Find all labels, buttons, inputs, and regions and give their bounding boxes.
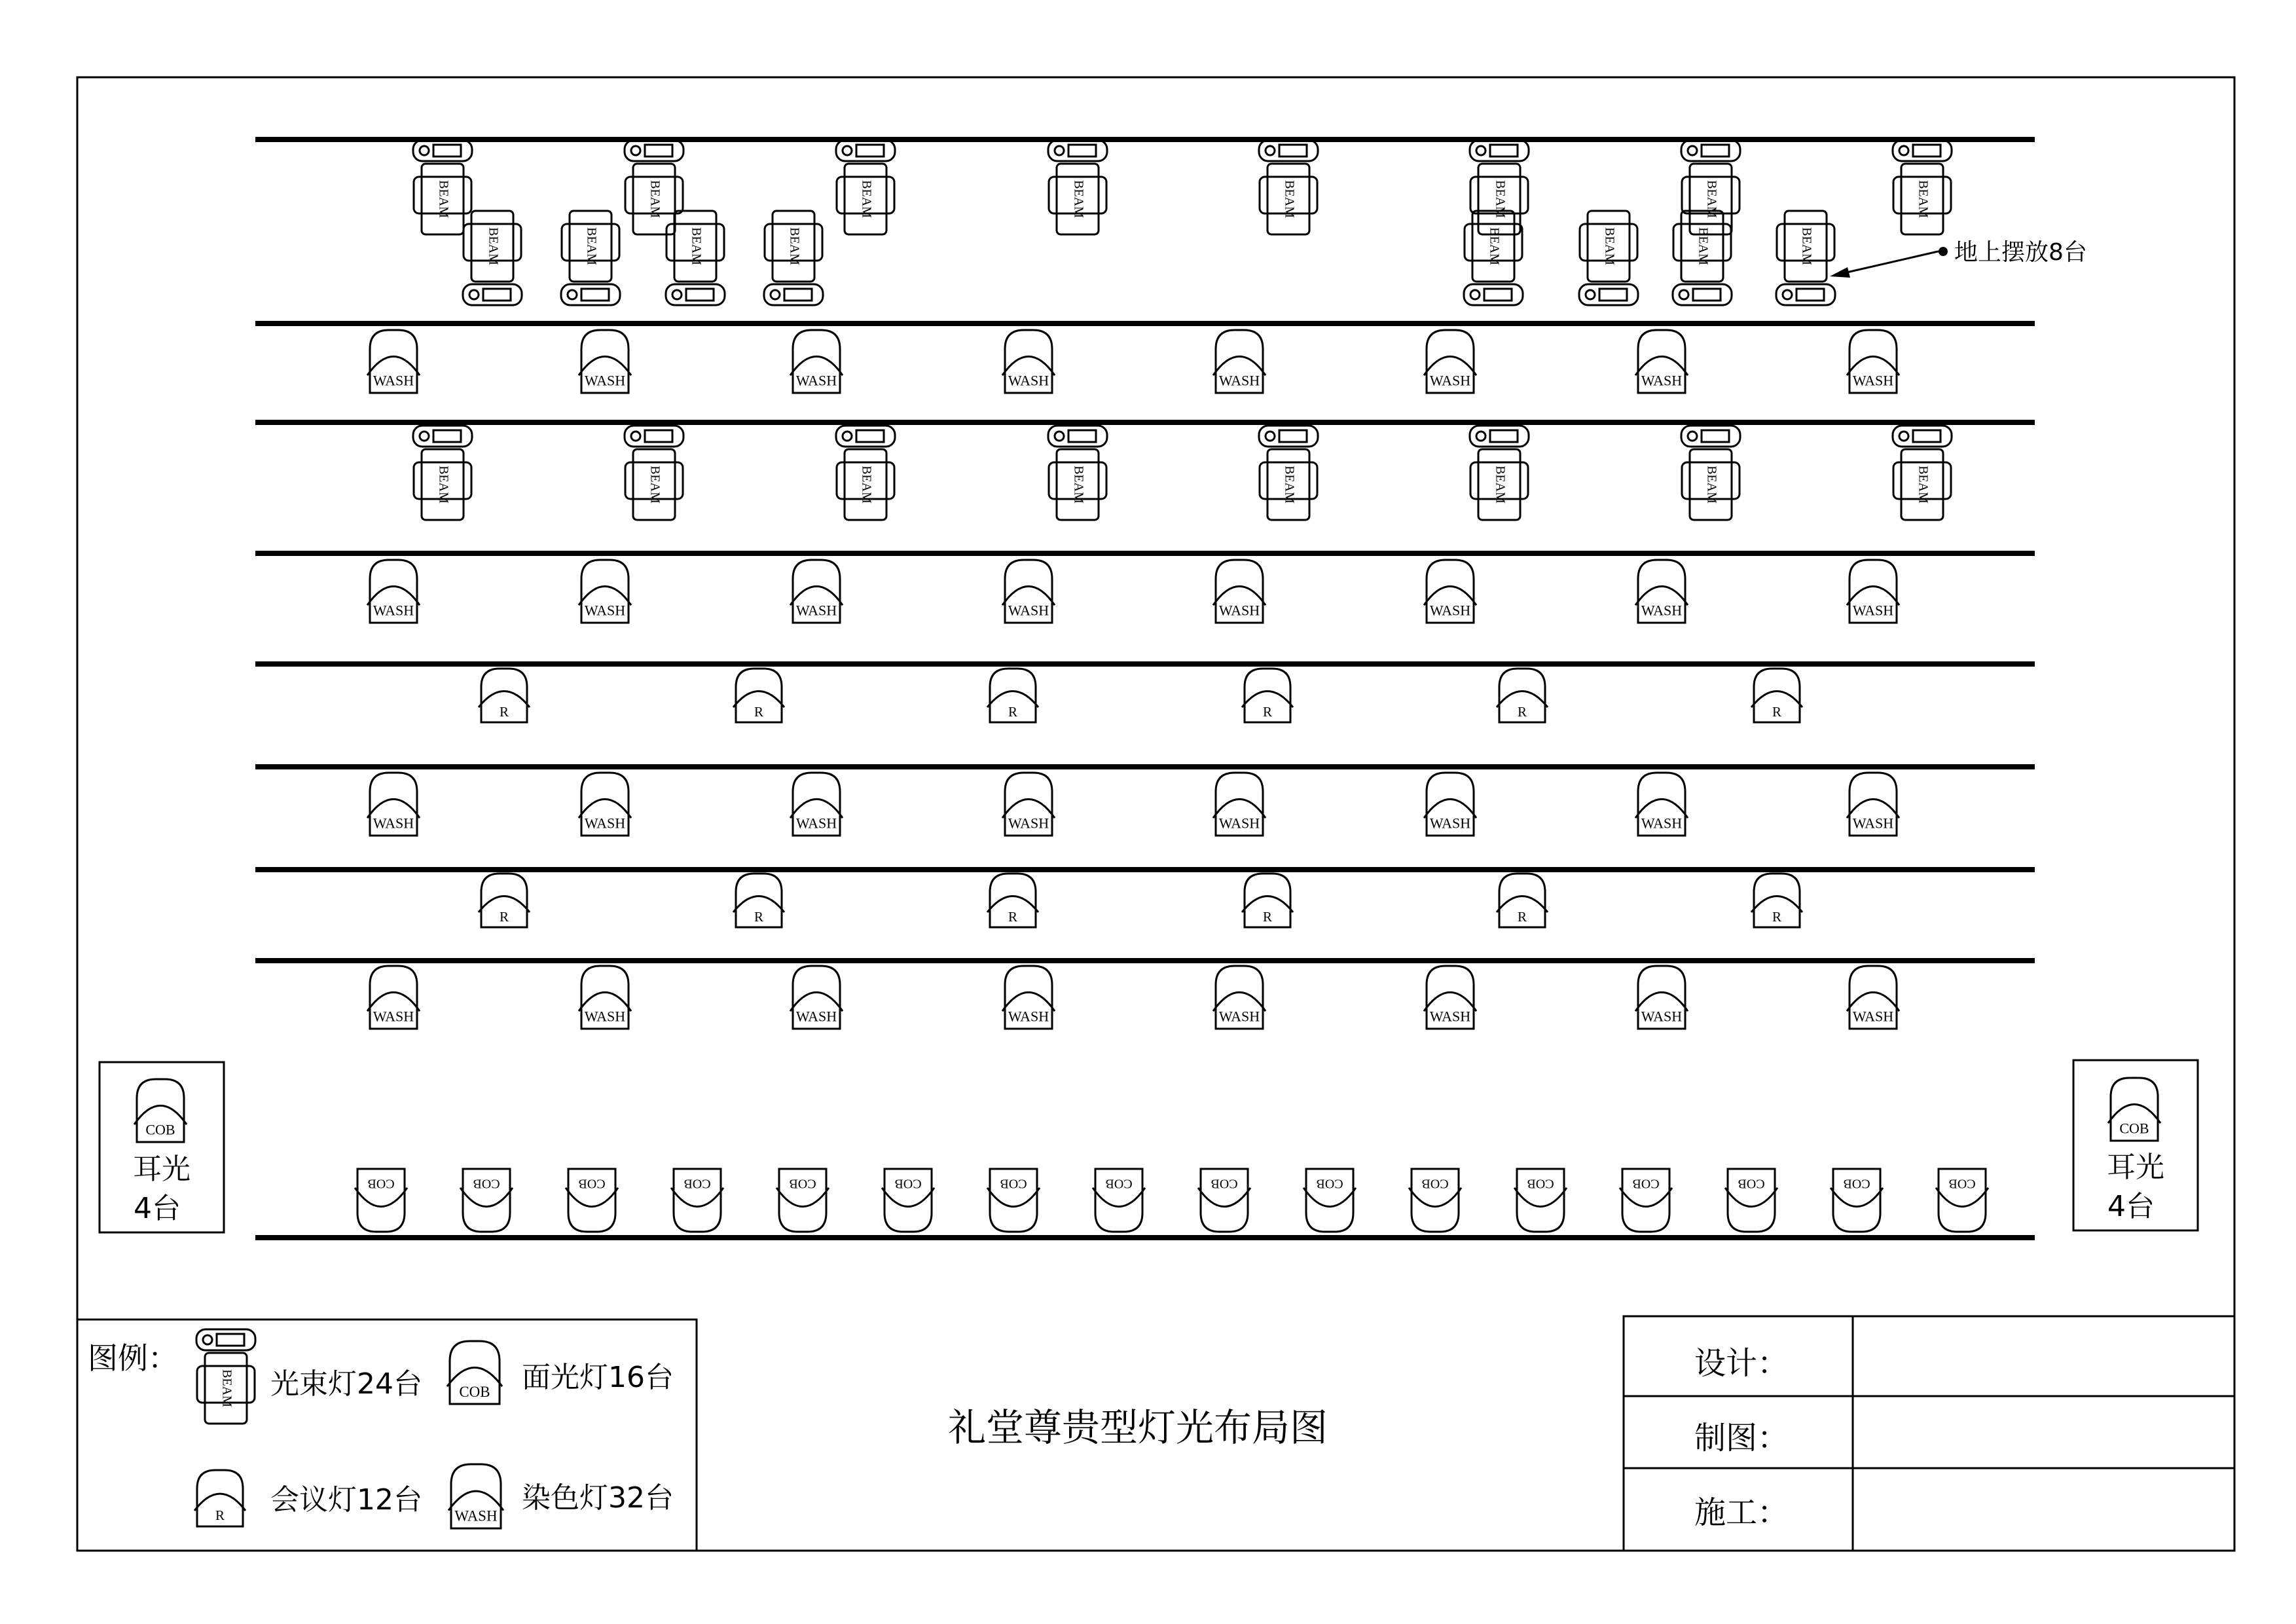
cob-fixture <box>1303 1169 1356 1232</box>
wash-fixture <box>367 330 420 393</box>
svg-text:BEAM: BEAM <box>689 227 704 265</box>
wash-fixture <box>790 966 843 1029</box>
svg-text:WASH: WASH <box>584 602 626 619</box>
conference-fixture <box>1242 669 1293 722</box>
svg-text:COB: COB <box>1316 1176 1343 1191</box>
wash-fixture <box>1424 330 1476 393</box>
beam-fixture-floor <box>666 211 725 305</box>
svg-text:WASH: WASH <box>1852 602 1894 619</box>
svg-text:WASH: WASH <box>1218 1008 1260 1025</box>
cob-fixture <box>1620 1169 1672 1232</box>
svg-text:COB: COB <box>683 1176 711 1191</box>
svg-text:BEAM: BEAM <box>859 466 874 504</box>
truss-bar <box>255 321 2035 326</box>
wash-fixture <box>790 773 843 836</box>
conference-fixture <box>1751 669 1802 722</box>
beam-fixture <box>1048 140 1107 234</box>
wash-fixture <box>367 773 420 836</box>
svg-text:WASH: WASH <box>795 815 837 832</box>
beam-fixture <box>413 140 472 234</box>
ear-light-label: 耳光 <box>133 1153 191 1186</box>
wash-fixture <box>1002 560 1055 623</box>
truss-bar <box>255 551 2035 556</box>
cob-fixture <box>671 1169 723 1232</box>
beam-fixture-floor <box>561 211 620 305</box>
svg-text:BEAM: BEAM <box>436 180 451 218</box>
svg-text:WASH: WASH <box>373 372 414 389</box>
svg-text:WASH: WASH <box>1008 372 1049 389</box>
beam-fixture <box>1048 426 1107 520</box>
svg-text:COB: COB <box>1527 1176 1554 1191</box>
wash-fixture <box>1847 773 1899 836</box>
svg-text:R: R <box>754 703 764 720</box>
beam-fixture <box>1681 426 1740 520</box>
svg-text:COB: COB <box>1211 1176 1238 1191</box>
svg-text:R: R <box>1517 908 1527 925</box>
conference-fixture <box>1497 669 1548 722</box>
svg-text:COB: COB <box>1843 1176 1870 1191</box>
beam-fixture <box>836 426 895 520</box>
ear-light-left <box>100 1062 224 1232</box>
svg-text:WASH: WASH <box>373 1008 414 1025</box>
beam-fixture <box>625 426 683 520</box>
svg-text:WASH: WASH <box>1641 815 1683 832</box>
cob-fixture <box>1409 1169 1461 1232</box>
wash-fixture <box>1635 330 1688 393</box>
wash-fixture <box>579 773 631 836</box>
title-block-drafting: 制图： <box>1694 1420 1789 1456</box>
svg-text:BEAM: BEAM <box>1704 180 1719 218</box>
truss-bar <box>255 867 2035 872</box>
svg-text:COB: COB <box>578 1176 606 1191</box>
conference-fixture <box>1751 874 1802 927</box>
legend-cob-symbol <box>447 1341 502 1404</box>
svg-text:WASH: WASH <box>1429 602 1471 619</box>
truss-bar <box>255 1235 2035 1240</box>
svg-text:BEAM: BEAM <box>584 227 599 265</box>
svg-text:BEAM: BEAM <box>1071 466 1086 504</box>
floor-annotation <box>1830 239 2087 278</box>
wash-fixture <box>1213 330 1266 393</box>
wash-fixture <box>579 330 631 393</box>
svg-text:R: R <box>1262 703 1273 720</box>
svg-text:BEAM: BEAM <box>1493 466 1508 504</box>
svg-text:COB: COB <box>1105 1176 1133 1191</box>
legend-wash-text: 染色灯32台 <box>522 1481 674 1515</box>
svg-text:R: R <box>1008 908 1018 925</box>
cob-fixture <box>776 1169 829 1232</box>
svg-text:R: R <box>1517 703 1527 720</box>
wash-fixture <box>1424 966 1476 1029</box>
wash-fixture <box>1002 773 1055 836</box>
svg-text:BEAM: BEAM <box>1602 227 1617 265</box>
cob-fixture <box>1093 1169 1145 1232</box>
conference-fixture <box>987 669 1038 722</box>
svg-text:BEAM: BEAM <box>647 466 663 504</box>
svg-text:R: R <box>1008 703 1018 720</box>
beam-fixture-floor <box>1776 211 1835 305</box>
wash-fixture <box>1213 773 1266 836</box>
cob-fixture <box>460 1169 513 1232</box>
legend-beam-text: 光束灯24台 <box>270 1367 422 1401</box>
svg-text:WASH: WASH <box>1218 602 1260 619</box>
svg-text:R: R <box>754 908 764 925</box>
legend-wash-symbol <box>448 1464 503 1528</box>
conference-fixture <box>733 874 784 927</box>
svg-text:WASH: WASH <box>584 1008 626 1025</box>
svg-text:WASH: WASH <box>795 372 837 389</box>
svg-text:COB: COB <box>1738 1176 1765 1191</box>
wash-fixture <box>1635 773 1688 836</box>
svg-text:COB: COB <box>367 1176 395 1191</box>
ear-light-label: 耳光 <box>2107 1151 2164 1184</box>
svg-text:COB: COB <box>1948 1176 1976 1191</box>
svg-text:WASH: WASH <box>1852 815 1894 832</box>
svg-text:WASH: WASH <box>1218 815 1260 832</box>
cob-fixture <box>1936 1169 1988 1232</box>
beam-fixture-floor <box>1579 211 1638 305</box>
legend-cob-text: 面光灯16台 <box>522 1361 674 1394</box>
cob-fixture <box>1198 1169 1250 1232</box>
svg-text:WASH: WASH <box>795 1008 837 1025</box>
wash-fixture <box>790 330 843 393</box>
svg-text:WASH: WASH <box>795 602 837 619</box>
svg-text:R: R <box>499 703 509 720</box>
svg-text:BEAM: BEAM <box>787 227 802 265</box>
beam-fixture <box>413 426 472 520</box>
svg-text:BEAM: BEAM <box>1916 180 1931 218</box>
truss-bar <box>255 958 2035 963</box>
truss-bars <box>255 137 2035 1240</box>
beam-fixture-floor <box>764 211 823 305</box>
svg-text:WASH: WASH <box>1852 372 1894 389</box>
wash-fixture <box>579 560 631 623</box>
cob-fixture <box>1514 1169 1567 1232</box>
svg-text:WASH: WASH <box>584 372 626 389</box>
svg-text:WASH: WASH <box>1852 1008 1894 1025</box>
svg-text:BEAM: BEAM <box>1493 180 1508 218</box>
truss-bar <box>255 764 2035 769</box>
wash-fixture <box>1002 966 1055 1029</box>
svg-text:COB: COB <box>1000 1176 1027 1191</box>
svg-text:BEAM: BEAM <box>436 466 451 504</box>
svg-text:BEAM: BEAM <box>486 227 501 265</box>
svg-text:BEAM: BEAM <box>1799 227 1814 265</box>
ear-light-count: 4台 <box>134 1192 181 1225</box>
svg-text:R: R <box>1262 908 1273 925</box>
svg-text:BEAM: BEAM <box>1696 227 1711 265</box>
wash-fixture <box>1424 560 1476 623</box>
svg-text:COB: COB <box>789 1176 816 1191</box>
svg-text:BEAM: BEAM <box>1487 227 1502 265</box>
svg-text:COB: COB <box>473 1176 500 1191</box>
svg-text:WASH: WASH <box>1641 372 1683 389</box>
beam-fixture <box>1893 426 1952 520</box>
drawing-frame <box>77 77 2234 1551</box>
conference-fixture <box>479 874 530 927</box>
truss-bar <box>255 420 2035 425</box>
cob-fixture <box>2108 1078 2160 1141</box>
cob-fixture <box>1831 1169 1883 1232</box>
svg-text:R: R <box>215 1507 225 1524</box>
wash-fixture <box>367 966 420 1029</box>
svg-text:WASH: WASH <box>1641 1008 1683 1025</box>
truss-bar <box>255 661 2035 667</box>
wash-fixture <box>1847 560 1899 623</box>
drawing-title: 礼堂尊贵型灯光布局图 <box>947 1405 1328 1450</box>
cob-fixture <box>987 1169 1040 1232</box>
conference-fixture <box>1497 874 1548 927</box>
svg-text:COB: COB <box>1421 1176 1449 1191</box>
svg-text:WASH: WASH <box>454 1507 498 1524</box>
title-block-design: 设计： <box>1694 1345 1789 1382</box>
cob-fixture <box>355 1169 407 1232</box>
wash-fixture <box>579 966 631 1029</box>
svg-text:COB: COB <box>145 1121 175 1138</box>
beam-fixture <box>1470 140 1529 234</box>
cob-fixture <box>134 1079 187 1142</box>
ear-light-right <box>2073 1060 2198 1230</box>
svg-text:WASH: WASH <box>584 815 626 832</box>
cob-fixture <box>1725 1169 1777 1232</box>
conference-fixture <box>733 669 784 722</box>
wash-fixture <box>1847 330 1899 393</box>
wash-fixture <box>1213 560 1266 623</box>
svg-text:BEAM: BEAM <box>859 180 874 218</box>
svg-text:BEAM: BEAM <box>1071 180 1086 218</box>
svg-text:WASH: WASH <box>1008 1008 1049 1025</box>
svg-text:COB: COB <box>2119 1120 2149 1137</box>
svg-text:COB: COB <box>459 1383 490 1400</box>
svg-text:BEAM: BEAM <box>1704 466 1719 504</box>
title-block-construction: 施工： <box>1694 1494 1789 1531</box>
svg-text:COB: COB <box>894 1176 922 1191</box>
title-block <box>1624 1316 2234 1551</box>
svg-text:WASH: WASH <box>1008 815 1049 832</box>
truss-bar <box>255 137 2035 142</box>
beam-fixture <box>1259 426 1318 520</box>
ear-light-count: 4台 <box>2107 1190 2155 1223</box>
legend-heading: 图例： <box>88 1340 178 1376</box>
svg-text:BEAM: BEAM <box>1916 466 1931 504</box>
beam-fixture <box>1893 140 1952 234</box>
wash-fixture <box>1424 773 1476 836</box>
beam-fixture-floor <box>1464 211 1523 305</box>
beam-fixture <box>1681 140 1740 234</box>
svg-text:WASH: WASH <box>1641 602 1683 619</box>
svg-text:BEAM: BEAM <box>1282 180 1297 218</box>
fixtures <box>355 140 1988 1232</box>
svg-text:WASH: WASH <box>1429 1008 1471 1025</box>
legend-conference-symbol <box>194 1470 246 1526</box>
svg-text:R: R <box>499 908 509 925</box>
svg-text:BEAM: BEAM <box>219 1369 234 1407</box>
wash-fixture <box>367 560 420 623</box>
svg-text:R: R <box>1772 908 1782 925</box>
svg-text:WASH: WASH <box>1218 372 1260 389</box>
wash-fixture <box>1847 966 1899 1029</box>
annotation-text: 地上摆放8台 <box>1954 239 2087 266</box>
legend-conference-text: 会议灯12台 <box>270 1483 422 1517</box>
svg-text:WASH: WASH <box>373 602 414 619</box>
legend <box>77 1320 697 1551</box>
beam-fixture-floor <box>1673 211 1732 305</box>
beam-fixture <box>1259 140 1318 234</box>
svg-text:WASH: WASH <box>373 815 414 832</box>
wash-fixture <box>1635 560 1688 623</box>
svg-text:WASH: WASH <box>1429 372 1471 389</box>
wash-fixture <box>1635 966 1688 1029</box>
beam-fixture <box>1470 426 1529 520</box>
wash-fixture <box>790 560 843 623</box>
svg-text:COB: COB <box>1632 1176 1660 1191</box>
conference-fixture <box>1242 874 1293 927</box>
svg-text:R: R <box>1772 703 1782 720</box>
cob-fixture <box>882 1169 934 1232</box>
conference-fixture <box>479 669 530 722</box>
beam-fixture-floor <box>463 211 522 305</box>
wash-fixture <box>1002 330 1055 393</box>
svg-text:BEAM: BEAM <box>1282 466 1297 504</box>
svg-text:WASH: WASH <box>1008 602 1049 619</box>
wash-fixture <box>1213 966 1266 1029</box>
legend-beam-symbol <box>196 1329 255 1424</box>
beam-fixture <box>836 140 895 234</box>
svg-text:WASH: WASH <box>1429 815 1471 832</box>
svg-text:BEAM: BEAM <box>647 180 663 218</box>
cob-fixture <box>566 1169 618 1232</box>
conference-fixture <box>987 874 1038 927</box>
